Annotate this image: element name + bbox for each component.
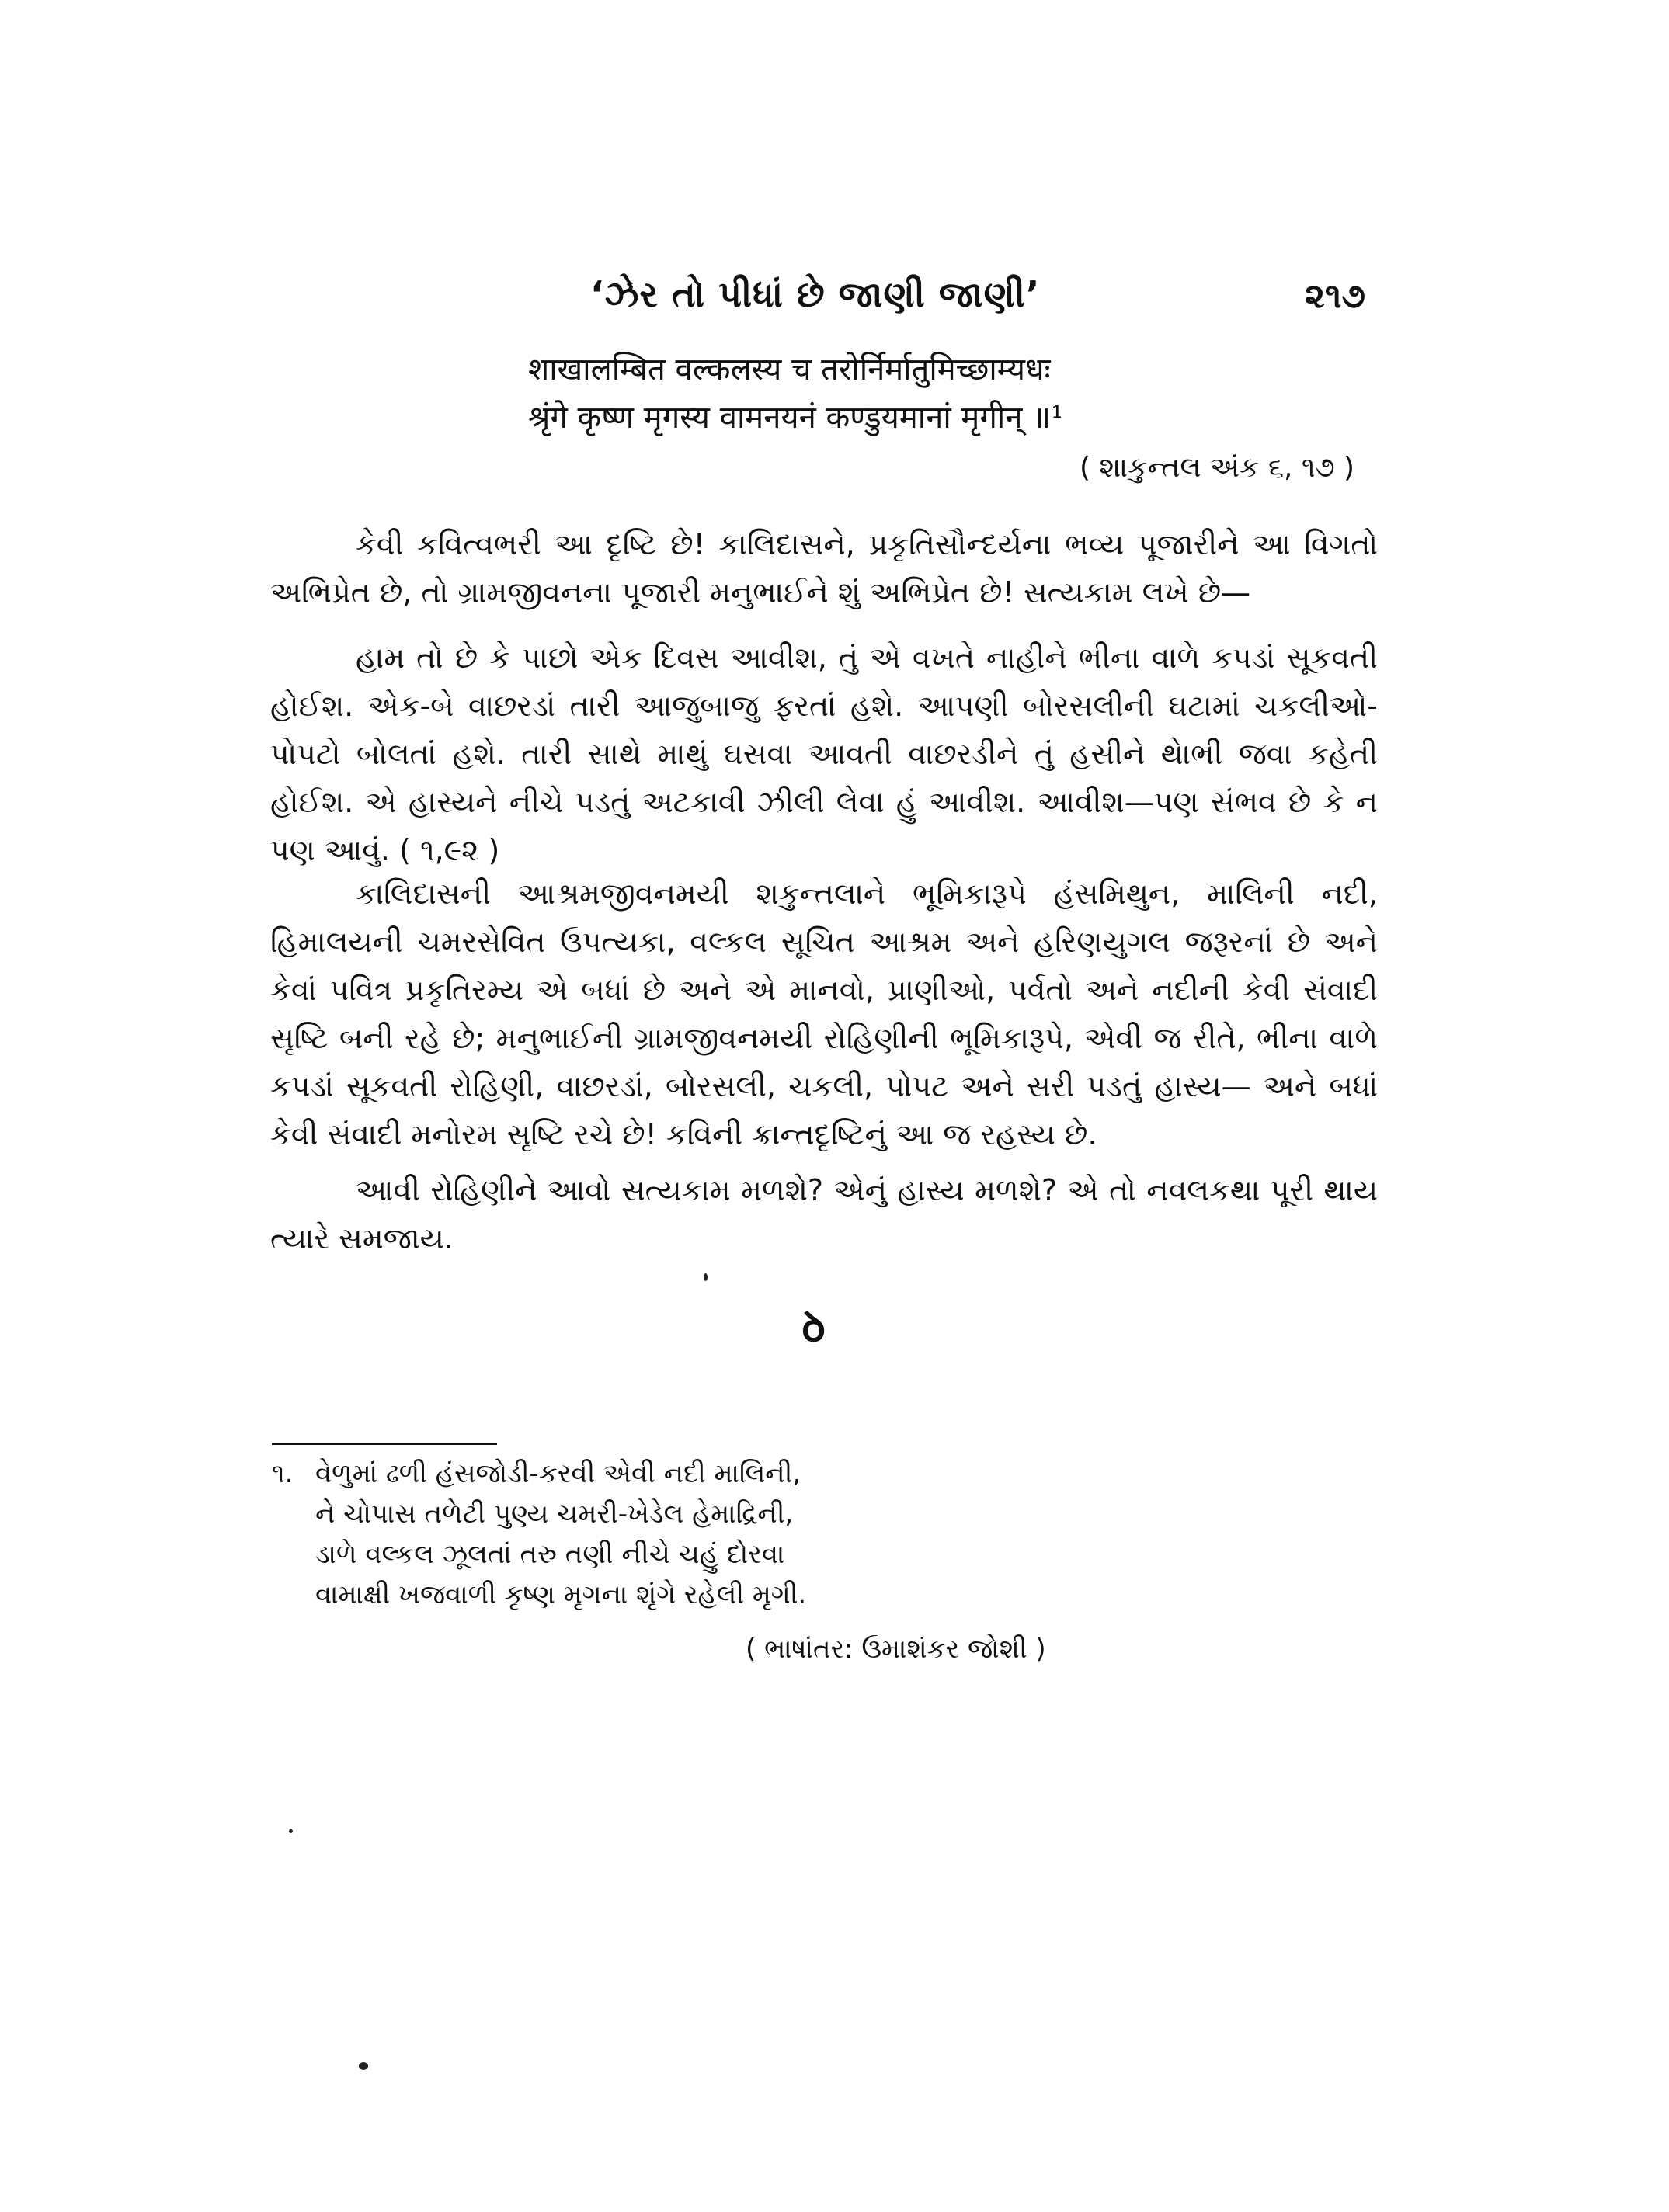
body-paragraph-3: કાલિદાસની આશ્રમજીવનમયી શકુન્તલાને ભૂમિકારૂપે હંસમિથુન, માલિની નદી, હિમાલયની ચમરસેવિત ઉપત્યકા, વલ્કલ સૂચિત આશ્રમ અને હરિણયુગલ જરૂરનાં છે અને કેવાં પવિત્ર પ્રકૃતિરમ્ય એ બધાં છે અને એ માનવો, પ્રાણીઓ, પર્વતો અને નદીની કેવી સંવાદી સૃષ્ટિ બની રહે છે; મનુભાઈની ગ્રામજીવનમયી રોહિણીની ભૂમિકારૂપે, એવી જ રીતે, ભીના વાળે કપડાં સૂકવતી રોહિણી, વાછરડાં, બોરસલી, ચકલી, પોપટ અને સરી પડતું હાસ્ય— અને બધાં કેવી સંવાદી મનોરમ સૃષ્ટિ રચે છે! કવિની ક્રાન્તદૃષ્ટિનું આ જ રહસ્ય છે. xyxy=(270,877,1378,1151)
body-paragraph-4: આવી રોહિણીને આવો સત્યકામ મળશે? એનું હાસ્ય મળશે? એ તો નવલકથા પૂરી થાય ત્યારે સમજાય. xyxy=(270,1173,1378,1255)
verse-source-citation: ( શાકુન્તલ અંક ૬, ૧૭ ) xyxy=(1080,452,1355,484)
section-end-ornament-icon: ꝺ xyxy=(801,1304,826,1351)
footnote-line-1 xyxy=(272,1453,1048,1494)
print-speck xyxy=(359,2062,368,2070)
footnote-line-3: ડાળે વલ્કલ ઝૂલતાં તરુ તણી નીચે ચહું દોરવા xyxy=(315,1539,785,1570)
sanskrit-verse-line-1: शाखालम्बित वल्कलस्य च तरोर्निर्मातुमिच्छाम्यधः xyxy=(528,352,1051,387)
running-title: ‘ઝેર તો પીધાં છે જાણી જાણી’ xyxy=(590,273,1041,315)
body-paragraph-2: હામ તો છે કે પાછો એક દિવસ આવીશ, તું એ વખતે નાહીને ભીના વાળે કપડાં સૂકવતી હોઈશ. એક-બે વાછરડાં તારી આજુબાજુ ફરતાં હશે. આપણી બોરસલીની ઘટામાં ચકલીઓ-પોપટો બોલતાં હશે. તારી સાથે માથું ઘસવા આવતી વાછરડીને તું હસીને થેાભી જવા કહેતી હોઈશ. એ હાસ્યને નીચે પડતું અટકાવી ઝીલી લેવા હું આવીશ. આવીશ—પણ સંભવ છે કે ન પણ આવું. ( ૧,૯૨ ) xyxy=(270,641,1379,867)
footnote-line-1-text: વેળુમાં ઢળી હંસજોડી-કરવી એવી નદી માલિની, xyxy=(315,1458,801,1489)
footnote-marker: ૧. xyxy=(272,1458,294,1489)
print-speck xyxy=(289,1829,293,1833)
body-paragraph-1: કેવી કવિત્વભરી આ દૃષ્ટિ છે! કાલિદાસને, પ્રકૃતિસૌન્દર્યના ભવ્ય પૂજારીને આ વિગતો અભિપ્રેત છે, તો ગ્રામજીવનના પૂજારી મનુભાઈને શું અભિપ્રેત છે! સત્યકામ લખે છે— xyxy=(270,527,1378,609)
translator-credit: ( ભાષાંતર: ઉમાશંકર જોશી ) xyxy=(746,1634,1046,1665)
footnote-divider xyxy=(272,1443,497,1445)
footnote-line-2: ને ચોપાસ તળેટી પુણ્ય ચમરી-ખેડેલ હેમાદ્રિની, xyxy=(315,1498,794,1530)
page-number: ૨૧૭ xyxy=(1305,276,1365,316)
sanskrit-verse-line-2: श्रृंगे कृष्ण मृगस्य वामनयनं कण्डुयमानां मृगीन् ॥¹ xyxy=(528,400,1064,436)
footnote-line-4: વામાક્ષી ખજવાળી કૃષ્ણ મૃગના શૃંગે રહેલી મૃગી. xyxy=(315,1579,807,1610)
print-speck xyxy=(704,1273,708,1281)
